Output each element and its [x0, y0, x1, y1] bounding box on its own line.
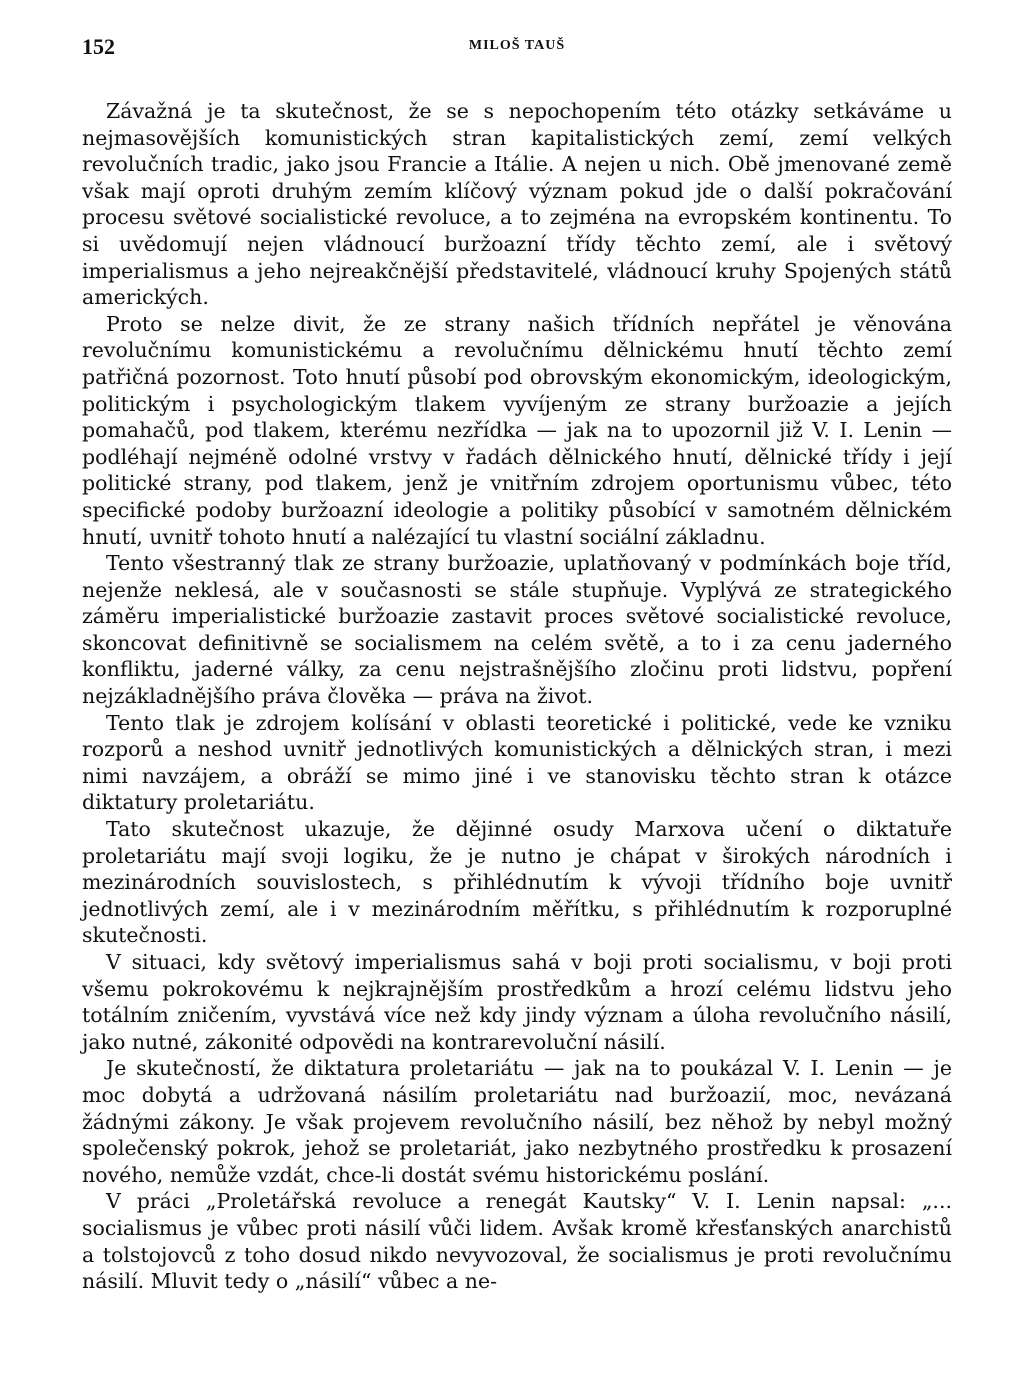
paragraph: Tato skutečnost ukazuje, že dějinné osudy Marxova učení o diktatuře proletariátu mají svoji logiku, že je nutno je chápat v širokých národních i mezinárodních souvislostech, s přihlédnutím k vývoji třídního boje uvnitř jednotlivých zemí, ale i v mezinárodním měřítku, s přihlédnutím k rozporuplné skutečnosti. — [82, 817, 952, 948]
paragraph: Proto se nelze divit, že ze strany našich třídních nepřátel je věnována revolučnímu komunistickému a revolučnímu dělnickému hnutí těchto zemí patřičná pozornost. Toto hnutí působí pod obrovským ekonomickým, ideologickým, politickým i psychologickým tlakem vyvíjeným ze strany buržoazie a jejích pomahačů, pod tlakem, kterému nezřídka — jak na to upozornil již V. I. Lenin — podléhají nejméně odolné vrstvy v řadách dělnického hnutí, dělnické třídy i její politické strany, pod tlakem, jenž je vnitřním zdrojem oportunismu vůbec, této specifické podoby buržoazní ideologie a politiky působící v samotném dělnickém hnutí, uvnitř tohoto hnutí a nalézající tu vlastní sociální základnu. — [82, 311, 952, 549]
paragraph: Tento všestranný tlak ze strany buržoazie, uplatňovaný v podmínkách boje tříd, nejenže neklesá, ale v současnosti se stále stupňuje. Vyplývá ze strategického záměru imperialistické buržoazie zastavit proces světové socialistické revoluce, skoncovat definitivně se socialismem na celém světě, a to i za cenu jaderného konfliktu, jaderné války, za cenu nejstrašnějšího zločinu proti lidstvu, popření nejzákladnějšího práva člověka — práva na život. — [82, 551, 952, 709]
paragraph: V situaci, kdy světový imperialismus sahá v boji proti socialismu, v boji proti všemu pokrokovému k nejkrajnějším prostředkům a hrozí celému lidstvu jeho totálním zničením, vyvstává více než kdy jindy význam a úloha revolučního násilí, jako nutné, zákonité odpovědi na kontrarevoluční násilí. — [82, 950, 952, 1054]
paragraph: V práci „Proletářská revoluce a renegát Kautsky“ V. I. Lenin napsal: „... socialismus je vůbec proti násilí vůči lidem. Avšak kromě křesťanských anarchistů a tolstojovců z toho dosud nikdo nevyvozoval, že socialismus je proti revolučnímu násilí. Mluvit tedy o „násilí“ vůbec a ne- — [82, 1189, 952, 1294]
paragraph: Je skutečností, že diktatura proletariátu — jak na to poukázal V. I. Lenin — je moc dobytá a udržovaná násilím proletariátu nad buržoazií, moc, nevázaná žádnými zákony. Je však projevem revolučního násilí, bez něhož by nebyl možný společenský pokrok, jehož se proletariát, jako nezbytného prostředku k prosazení nového, nemůže vzdát, chce-li dostát svému historickému poslání. — [82, 1056, 952, 1187]
running-title: MILOŠ TAUŠ — [468, 38, 566, 53]
page-number: 152 — [82, 34, 115, 59]
paragraph: Závažná je ta skutečnost, že se s nepochopením této otázky setkáváme u nejmasovějších komunistických stran kapitalistických zemí, zemí velkých revolučních tradic, jako jsou Francie a Itálie. A nejen u nich. Obě jmenované země však mají oproti druhým zemím klíčový význam pokud jde o další pokračování procesu světové socialistické revoluce, a to zejména na evropském kontinentu. To si uvědomují nejen vládnoucí buržoazní třídy těchto zemí, ale i světový imperialismus a jeho nejreakčnější představitelé, vládnoucí kruhy Spojených států amerických. — [82, 99, 952, 310]
running-head — [82, 28, 952, 68]
book-page — [82, 28, 952, 1295]
paragraph: Tento tlak je zdrojem kolísání v oblasti teoretické i politické, vede ke vzniku rozporů a neshod uvnitř jednotlivých komunistických a dělnických stran, i mezi nimi navzájem, a obráží se mimo jiné i ve stanovisku těchto stran k otázce diktatury proletariátu. — [82, 710, 952, 815]
body-text — [82, 98, 952, 1295]
